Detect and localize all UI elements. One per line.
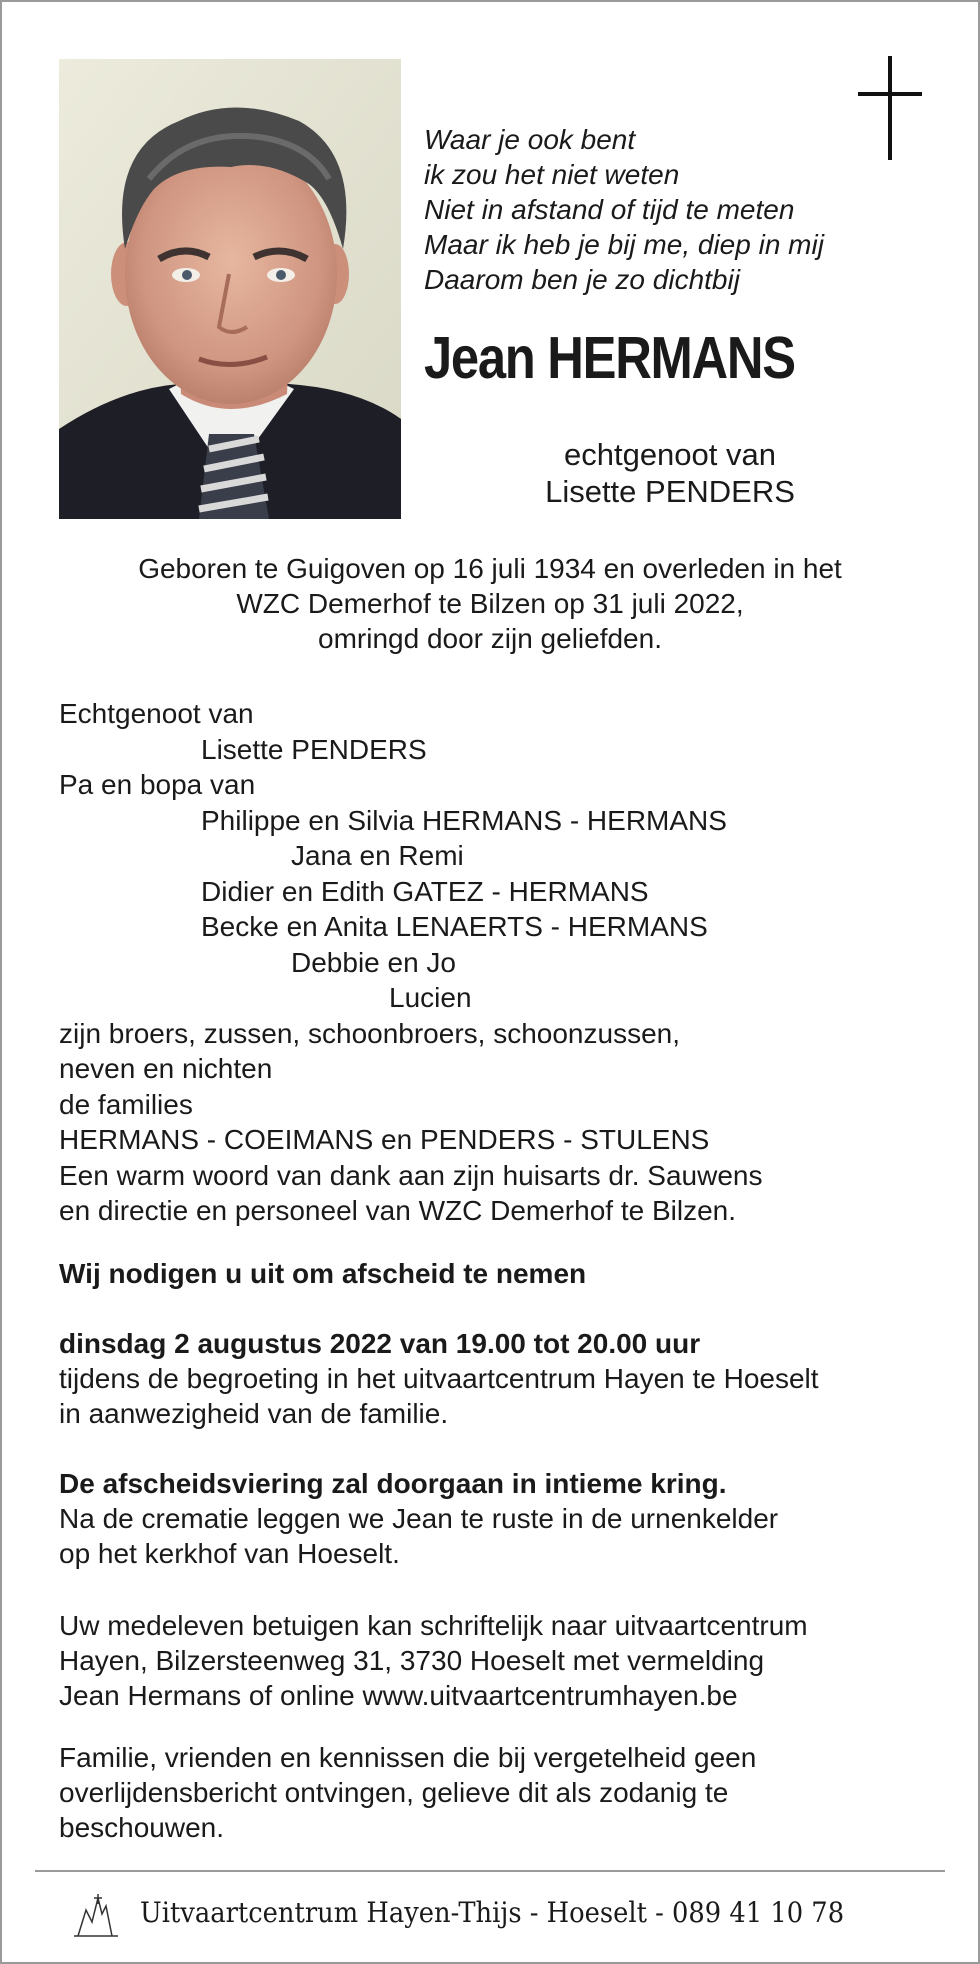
- family-line: Didier en Edith GATEZ - HERMANS: [201, 875, 649, 907]
- condolences-line: Jean Hermans of online www.uitvaartcentrumhayen.be: [59, 1680, 738, 1711]
- family-line: neven en nichten: [59, 1053, 273, 1084]
- condolences-line: Hayen, Bilzersteenweg 31, 3730 Hoeselt met vermelding: [59, 1645, 765, 1676]
- invitation-heading: Wij nodigen u uit om afscheid te nemen: [59, 1258, 587, 1289]
- poem-line: Waar je ook bent: [424, 124, 636, 155]
- farewell-line: op het kerkhof van Hoeselt.: [59, 1538, 400, 1569]
- poem: [424, 122, 894, 297]
- family-line: HERMANS - COEIMANS en PENDERS - STULENS: [59, 1124, 710, 1155]
- farewell-line: Na de crematie leggen we Jean te ruste in de urnenkelder: [59, 1503, 779, 1534]
- farewell-heading: De afscheidsviering zal doorgaan in intieme kring.: [59, 1468, 727, 1499]
- family-line: de families: [59, 1088, 193, 1120]
- spouse-block: [490, 436, 850, 510]
- family-line: Echtgenoot van: [59, 698, 254, 729]
- visitation-block: [59, 1326, 819, 1431]
- visitation-heading: dinsdag 2 augustus 2022 van 19.00 tot 20.00 uur: [59, 1328, 701, 1359]
- spouse-line-1: echtgenoot van: [563, 437, 776, 472]
- deceased-name: Jean HERMANS: [424, 325, 795, 391]
- condolences-block: [59, 1608, 808, 1713]
- family-line: zijn broers, zussen, schoonbroers, schoonzussen,: [59, 1017, 680, 1049]
- funeral-home-logo-icon: [72, 1892, 132, 1940]
- notice-block: [59, 1740, 756, 1845]
- family-line: Jana en Remi: [291, 840, 464, 871]
- family-line: Pa en bopa van: [59, 769, 256, 800]
- birth-line: Geboren te Guigoven op 16 juli 1934 en overleden in het: [138, 553, 842, 584]
- notice-line: overlijdensbericht ontvingen, gelieve dit als zodanig te: [59, 1777, 729, 1808]
- family-list: [59, 696, 763, 1229]
- family-line: Debbie en Jo: [291, 946, 457, 978]
- visitation-line: in aanwezigheid van de familie.: [59, 1398, 449, 1429]
- birth-death-block: [60, 551, 920, 656]
- poem-line: Daarom ben je zo dichtbij: [424, 264, 740, 295]
- footer-divider: [35, 1870, 945, 1872]
- poem-line: ik zou het niet weten: [424, 159, 680, 190]
- farewell-block: [59, 1466, 778, 1571]
- family-line: Becke en Anita LENAERTS - HERMANS: [201, 911, 708, 942]
- poem-line: Niet in afstand of tijd te meten: [424, 194, 795, 225]
- footer: [60, 1890, 920, 1940]
- portrait-photo: [59, 59, 401, 519]
- condolences-line: Uw medeleven betuigen kan schriftelijk naar uitvaartcentrum: [59, 1610, 808, 1641]
- family-line: Philippe en Silvia HERMANS - HERMANS: [201, 804, 727, 836]
- birth-line: omringd door zijn geliefden.: [318, 623, 662, 654]
- family-line: Lucien: [389, 982, 472, 1013]
- notice-line: Familie, vrienden en kennissen die bij vergetelheid geen: [59, 1742, 757, 1773]
- family-line: en directie en personeel van WZC Demerhof te Bilzen.: [59, 1195, 736, 1226]
- footer-text: Uitvaartcentrum Hayen-Thijs - Hoeselt - 089 41 10 78: [140, 1896, 845, 1929]
- family-line: Lisette PENDERS: [201, 733, 427, 765]
- spouse-line-2: Lisette PENDERS: [545, 474, 795, 509]
- notice-line: beschouwen.: [59, 1812, 225, 1843]
- family-line: Een warm woord van dank aan zijn huisarts dr. Sauwens: [59, 1159, 763, 1191]
- birth-line: WZC Demerhof te Bilzen op 31 juli 2022,: [236, 588, 744, 619]
- poem-line: Maar ik heb je bij me, diep in mij: [424, 229, 824, 260]
- visitation-line: tijdens de begroeting in het uitvaartcentrum Hayen te Hoeselt: [59, 1363, 819, 1394]
